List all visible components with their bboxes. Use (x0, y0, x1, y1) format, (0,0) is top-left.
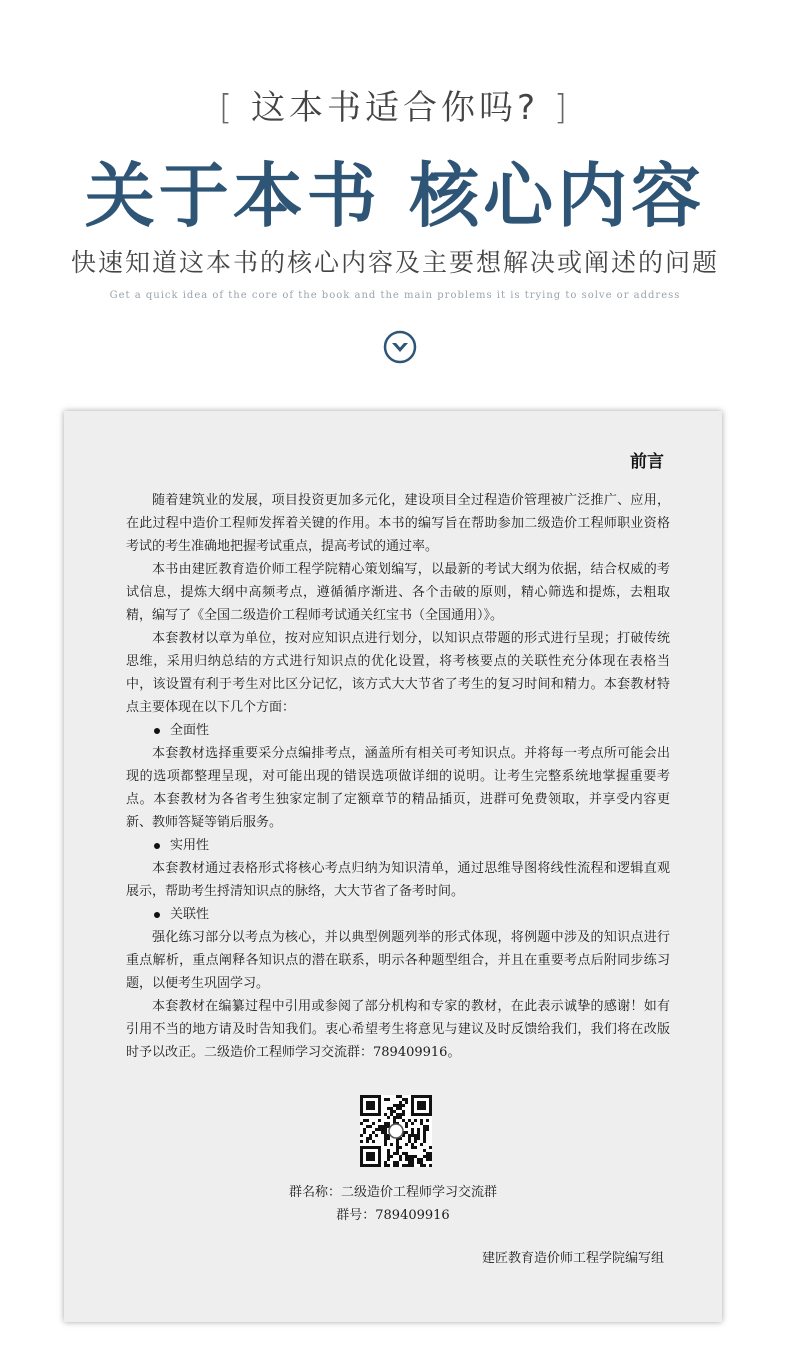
signature: 建匠教育造价师工程学院编写组 (481, 1251, 664, 1266)
bullet-dot-icon (154, 728, 160, 734)
header-section (0, 0, 790, 410)
english-subtitle: Get a quick idea of the core of the book and the main problems it is trying to solve or address (109, 290, 681, 301)
preface-title: 前言 (630, 452, 664, 472)
bullet-item (126, 903, 670, 926)
bullet-item (126, 719, 670, 742)
tagline-close-bracket: ] (553, 88, 572, 128)
tagline (0, 80, 790, 129)
paragraph: 本书由建匠教育造价师工程学院精心策划编写，以最新的考试大纲为依据，结合权威的考试信息，提炼大纲中高频考点，遵循循序渐进、各个击破的原则，精心筛选和提炼，去粗取精，编写了《全国二级造价工程师考试通关红宝书（全国通用）》。 (126, 562, 670, 623)
main-title: 关于本书 核心内容 (84, 154, 706, 237)
paragraph: 本套教材在编纂过程中引用或参阅了部分机构和专家的教材，在此表示诚挚的感谢！如有引用不当的地方请及时告知我们。衷心希望考生将意见与建议及时反馈给我们，我们将在改版时予以改正。二级造价工程师学习交流群：789409916。 (126, 999, 670, 1060)
subtitle: 快速知道这本书的核心内容及主要想解决或阐述的问题 (70, 248, 719, 277)
bullet-label: 关联性 (170, 907, 210, 922)
preface-page (64, 411, 722, 1322)
bullet-dot-icon (154, 912, 160, 918)
tagline-text: 这本书适合你吗? (250, 88, 540, 128)
preface-body (126, 489, 670, 1064)
bullet-item (126, 834, 670, 857)
paragraph: 随着建筑业的发展，项目投资更加多元化，建设项目全过程造价管理被广泛推广、应用，在此过程中造价工程师发挥着关键的作用。本书的编写旨在帮助参加二级造价工程师职业资格考试的考生准确地把握考试重点，提高考试的通过率。 (126, 493, 670, 554)
bullet-dot-icon (154, 843, 160, 849)
bullet-label: 全面性 (170, 723, 210, 738)
paragraph: 本套教材选择重要采分点编排考点，涵盖所有相关可考知识点。并将每一考点所可能会出现的选项都整理呈现，对可能出现的错误选项做详细的说明。让考生完整系统地掌握重要考点。本套教材为各省考生独家定制了定额章节的精品插页，进群可免费领取，并享受内容更新、教师答疑等销后服务。 (126, 746, 670, 830)
qr-code-icon (360, 1095, 432, 1167)
paragraph: 本套教材通过表格形式将核心考点归纳为知识清单，通过思维导图将线性流程和逻辑直观展示，帮助考生捋清知识点的脉络，大大节省了备考时间。 (126, 861, 670, 899)
group-name: 群名称：二级造价工程师学习交流群 (288, 1185, 497, 1200)
chevron-down-circle-icon (383, 330, 417, 364)
group-number: 群号：789409916 (336, 1208, 450, 1223)
bullet-label: 实用性 (170, 838, 210, 853)
paragraph: 强化练习部分以考点为核心，并以典型例题列举的形式体现，将例题中涉及的知识点进行重点解析，重点阐释各知识点的潜在联系，明示各种题型组合，并且在重要考点后附同步练习题，以便考生巩固学习。 (126, 930, 670, 991)
paragraph: 本套教材以章为单位，按对应知识点进行划分，以知识点带题的形式进行呈现；打破传统思维，采用归纳总结的方式进行知识点的优化设置，将考核要点的关联性充分体现在表格当中，该设置有利于考生对比区分记忆，该方式大大节省了考生的复习时间和精力。本套教材特点主要体现在以下几个方面： (126, 631, 670, 715)
tagline-open-bracket: [ (218, 88, 237, 128)
